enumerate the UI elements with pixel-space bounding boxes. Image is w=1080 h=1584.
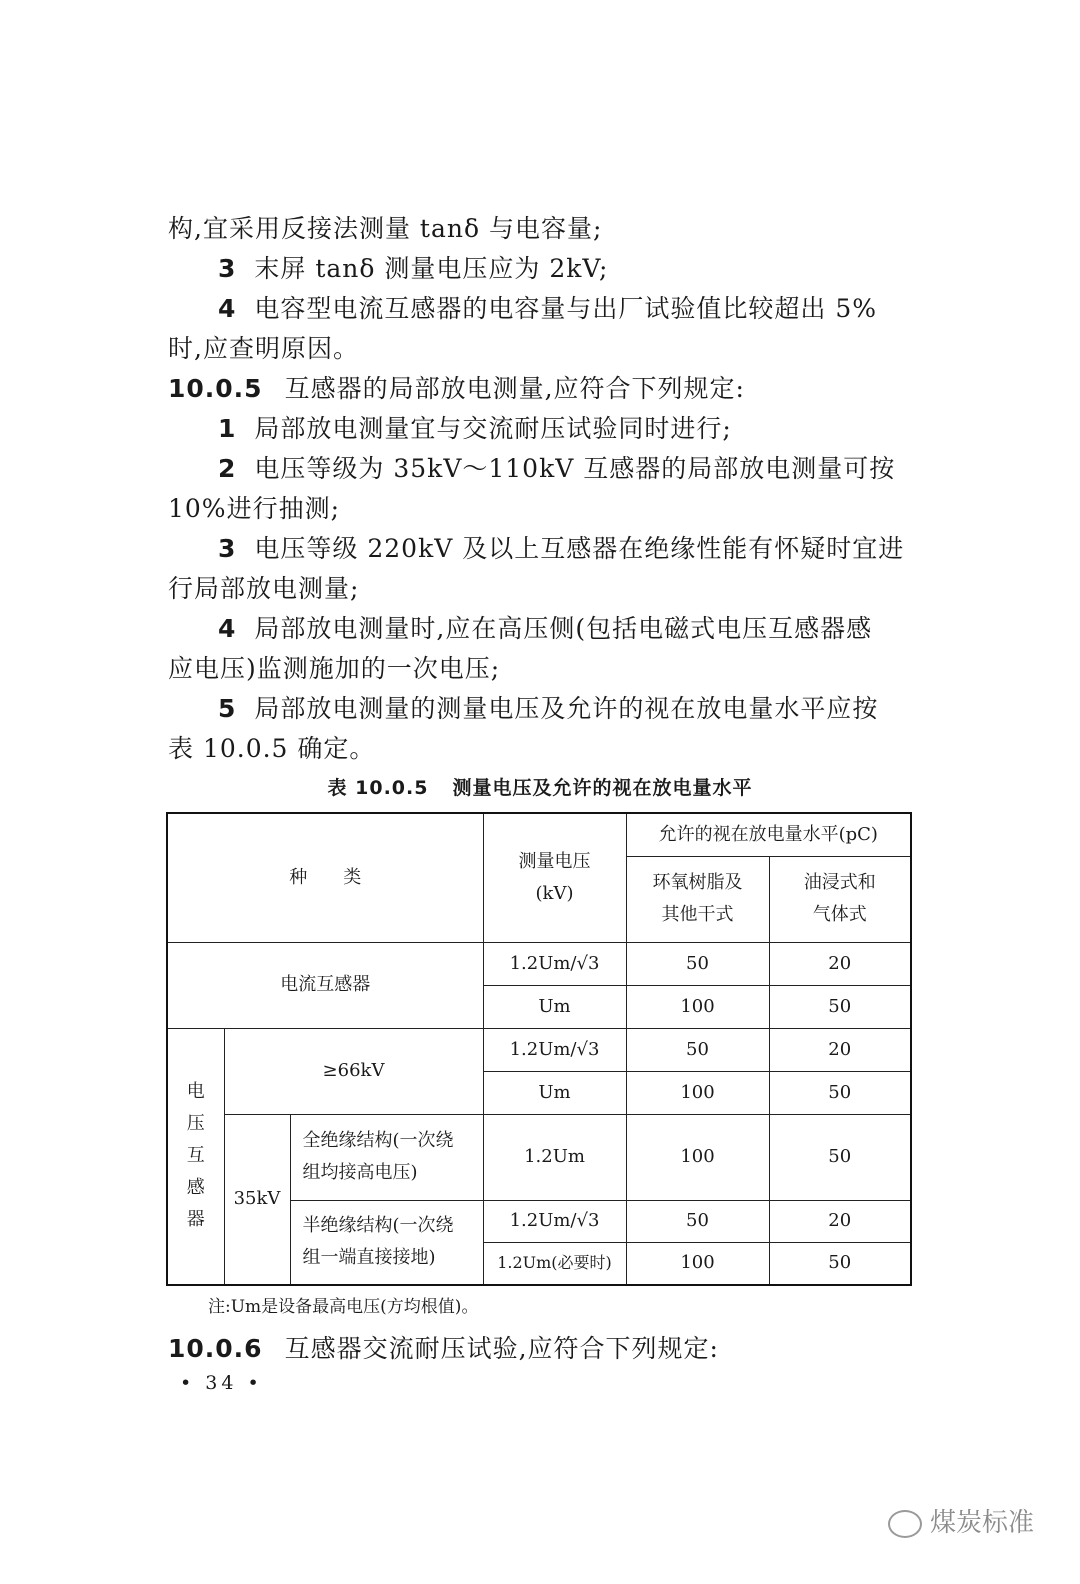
item-number: 4 (218, 614, 237, 643)
row-voltage-transformer (167, 1028, 224, 1285)
page-number: • 34 • (180, 1372, 263, 1394)
section-number: 10.0.5 (168, 374, 263, 403)
list-item-2: 2 电压等级为 35kV～110kV 互感器的局部放电测量可按 (218, 454, 896, 483)
cell-epoxy-value: 50 (626, 1028, 769, 1071)
table-note: 注:Um是设备最高电压(方均根值)。 (208, 1297, 479, 1317)
cell-epoxy-value: 100 (626, 985, 769, 1028)
header-discharge-level: 允许的视在放电量水平(pC) (626, 813, 911, 856)
cell-voltage: 1.2Um(必要时) (483, 1242, 626, 1285)
list-item-4: 4 电容型电流互感器的电容量与出厂试验值比较超出 5% (218, 294, 878, 323)
wechat-icon (888, 1510, 922, 1538)
cell-voltage: 1.2Um/√3 (483, 942, 626, 985)
list-item-3: 3 末屏 tanδ 测量电压应为 2kV; (218, 254, 609, 283)
row-35kv: 35kV (224, 1114, 290, 1285)
row-ge-66kv: ≥66kV (224, 1028, 483, 1114)
item-number: 3 (218, 254, 237, 283)
cell-oil-value: 50 (769, 1114, 911, 1200)
paragraph-line: 构,宜采用反接法测量 tanδ 与电容量; (168, 214, 603, 243)
cell-voltage: 1.2Um/√3 (483, 1028, 626, 1071)
cell-voltage: Um (483, 1071, 626, 1114)
cell-oil-value: 50 (769, 1242, 911, 1285)
cell-epoxy-value: 100 (626, 1071, 769, 1114)
list-item-4: 4 局部放电测量时,应在高压侧(包括电磁式电压互感器感 (218, 614, 873, 643)
row-full-insulation: 全绝缘结构(一次绕 组均接高电压) (290, 1114, 483, 1200)
table-caption: 表 10.0.5 测量电压及允许的视在放电量水平 (327, 777, 753, 799)
row-half-insulation: 半绝缘结构(一次绕 组一端直接接地) (290, 1200, 483, 1285)
paragraph-line: 行局部放电测量; (168, 574, 360, 603)
item-number: 5 (218, 694, 237, 723)
paragraph-line: 应电压)监测施加的一次电压; (168, 654, 501, 683)
cell-voltage: Um (483, 985, 626, 1028)
list-item-5: 5 局部放电测量的测量电压及允许的视在放电量水平应按 (218, 694, 879, 723)
header-test-voltage: 测量电压 (kV) (483, 813, 626, 942)
item-number: 4 (218, 294, 237, 323)
section-heading-10-0-6: 10.0.6 互感器交流耐压试验,应符合下列规定: (168, 1334, 719, 1363)
vertical-label: 电 压 互 感 器 (186, 1081, 205, 1231)
item-number: 1 (218, 414, 237, 443)
header-type: 种 类 (167, 813, 483, 942)
cell-epoxy-value: 100 (626, 1242, 769, 1285)
cell-voltage: 1.2Um (483, 1114, 626, 1200)
paragraph-line: 表 10.0.5 确定。 (168, 734, 376, 763)
paragraph-line: 时,应查明原因。 (168, 334, 359, 363)
cell-oil-value: 50 (769, 1071, 911, 1114)
cell-epoxy-value: 50 (626, 1200, 769, 1242)
paragraph-line: 10%进行抽测; (168, 494, 340, 523)
cell-oil-value: 20 (769, 1028, 911, 1071)
header-epoxy-dry: 环氧树脂及 其他干式 (626, 856, 769, 942)
section-heading-10-0-5: 10.0.5 互感器的局部放电测量,应符合下列规定: (168, 374, 745, 403)
cell-voltage: 1.2Um/√3 (483, 1200, 626, 1242)
cell-oil-value: 20 (769, 1200, 911, 1242)
section-number: 10.0.6 (168, 1334, 263, 1363)
cell-oil-value: 50 (769, 985, 911, 1028)
watermark: 煤炭标准 (888, 1502, 1034, 1539)
cell-epoxy-value: 50 (626, 942, 769, 985)
cell-oil-value: 20 (769, 942, 911, 985)
item-number: 3 (218, 534, 237, 563)
list-item-1: 1 局部放电测量宜与交流耐压试验同时进行; (218, 414, 732, 443)
header-oil-gas: 油浸式和 气体式 (769, 856, 911, 942)
item-number: 2 (218, 454, 237, 483)
row-current-transformer: 电流互感器 (167, 942, 483, 1028)
cell-epoxy-value: 100 (626, 1114, 769, 1200)
list-item-3: 3 电压等级 220kV 及以上互感器在绝缘性能有怀疑时宜进 (218, 534, 905, 563)
discharge-level-table (166, 812, 912, 1286)
